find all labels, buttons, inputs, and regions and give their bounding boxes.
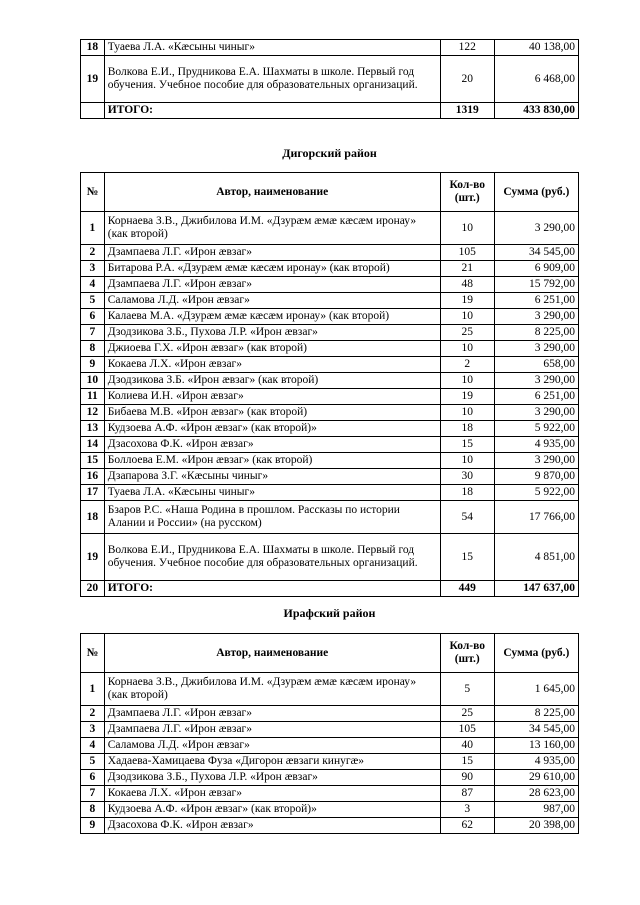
row-number: 17 xyxy=(81,485,105,501)
row-qty: 10 xyxy=(440,453,494,469)
row-sum: 3 290,00 xyxy=(494,373,578,389)
table-row xyxy=(81,325,579,341)
row-number: 13 xyxy=(81,421,105,437)
row-name: Дзасохова Ф.К. «Ирон æвзаг» xyxy=(104,437,440,453)
row-number: 3 xyxy=(81,261,105,277)
table-row xyxy=(81,245,579,261)
row-qty: 48 xyxy=(440,277,494,293)
row-sum: 28 623,00 xyxy=(494,786,578,802)
row-number: 9 xyxy=(81,818,105,834)
row-name: Кокаева Л.Х. «Ирон æвзаг» xyxy=(104,357,440,373)
row-number: 19 xyxy=(81,56,105,103)
row-qty: 10 xyxy=(440,341,494,357)
row-number: 15 xyxy=(81,453,105,469)
row-sum: 4 935,00 xyxy=(494,437,578,453)
table-row xyxy=(81,738,579,754)
total-qty: 449 xyxy=(440,581,494,597)
row-qty: 10 xyxy=(440,405,494,421)
row-number: 5 xyxy=(81,754,105,770)
table-header-row xyxy=(81,173,579,212)
row-qty: 105 xyxy=(440,722,494,738)
row-qty: 122 xyxy=(440,40,494,56)
row-number: 6 xyxy=(81,770,105,786)
table-row xyxy=(81,421,579,437)
row-number: 4 xyxy=(81,738,105,754)
row-qty: 20 xyxy=(440,56,494,103)
header-number: № xyxy=(81,634,105,673)
row-name: Саламова Л.Д. «Ирон æвзаг» xyxy=(104,738,440,754)
row-number: 1 xyxy=(81,673,105,706)
row-qty: 25 xyxy=(440,325,494,341)
row-sum: 4 935,00 xyxy=(494,754,578,770)
row-name: Бзаров Р.С. «Наша Родина в прошлом. Рассказы по истории Алании и России» (на русском) xyxy=(104,501,440,534)
table-row xyxy=(81,485,579,501)
table-row xyxy=(81,754,579,770)
row-sum: 658,00 xyxy=(494,357,578,373)
row-name: Бибаева М.В. «Ирон æвзаг» (как второй) xyxy=(104,405,440,421)
row-sum: 3 290,00 xyxy=(494,309,578,325)
section-title-iraf: Ирафский район xyxy=(283,606,376,620)
row-number: 19 xyxy=(81,534,105,581)
table-row xyxy=(81,770,579,786)
table-row xyxy=(81,818,579,834)
row-name: Дзампаева Л.Г. «Ирон æвзаг» xyxy=(104,277,440,293)
row-number: 7 xyxy=(81,325,105,341)
row-qty: 30 xyxy=(440,469,494,485)
row-name: Кудзоева А.Ф. «Ирон æвзаг» (как второй)» xyxy=(104,802,440,818)
row-number: 18 xyxy=(81,501,105,534)
row-qty: 19 xyxy=(440,293,494,309)
row-sum: 1 645,00 xyxy=(494,673,578,706)
row-sum: 3 290,00 xyxy=(494,405,578,421)
row-sum: 34 545,00 xyxy=(494,245,578,261)
row-name: Корнаева З.В., Джибилова И.М. «Дзурæм æмæ кæсæм иронау» (как второй) xyxy=(104,212,440,245)
table-digora xyxy=(80,172,579,597)
total-sum: 147 637,00 xyxy=(494,581,578,597)
row-number: 3 xyxy=(81,722,105,738)
row-qty: 21 xyxy=(440,261,494,277)
row-number: 8 xyxy=(81,802,105,818)
row-number: 8 xyxy=(81,341,105,357)
row-qty: 2 xyxy=(440,357,494,373)
row-name: Дзампаева Л.Г. «Ирон æвзаг» xyxy=(104,245,440,261)
row-name: Волкова Е.И., Прудникова Е.А. Шахматы в школе. Первый год обучения. Учебное пособие для образовательных организаций. xyxy=(104,56,440,103)
row-name: Кокаева Л.Х. «Ирон æвзаг» xyxy=(104,786,440,802)
row-number: 12 xyxy=(81,405,105,421)
row-sum: 40 138,00 xyxy=(494,40,578,56)
row-name: Волкова Е.И., Прудникова Е.А. Шахматы в школе. Первый год обучения. Учебное пособие для образовательных организаций. xyxy=(104,534,440,581)
table-row xyxy=(81,373,579,389)
table-row xyxy=(81,309,579,325)
table-continuation xyxy=(80,39,579,119)
row-name: Дзампаева Л.Г. «Ирон æвзаг» xyxy=(104,706,440,722)
row-number: 14 xyxy=(81,437,105,453)
row-sum: 3 290,00 xyxy=(494,453,578,469)
row-number: 18 xyxy=(81,40,105,56)
table-row xyxy=(81,706,579,722)
header-sum: Сумма (руб.) xyxy=(494,634,578,673)
row-name: Саламова Л.Д. «Ирон æвзаг» xyxy=(104,293,440,309)
row-sum: 13 160,00 xyxy=(494,738,578,754)
row-qty: 10 xyxy=(440,309,494,325)
row-sum: 5 922,00 xyxy=(494,421,578,437)
row-sum: 6 909,00 xyxy=(494,261,578,277)
row-sum: 9 870,00 xyxy=(494,469,578,485)
total-qty: 1319 xyxy=(440,103,494,119)
row-qty: 54 xyxy=(440,501,494,534)
row-sum: 20 398,00 xyxy=(494,818,578,834)
row-number: 11 xyxy=(81,389,105,405)
row-qty: 62 xyxy=(440,818,494,834)
row-qty: 105 xyxy=(440,245,494,261)
row-name: Кудзоева А.Ф. «Ирон æвзаг» (как второй)» xyxy=(104,421,440,437)
table-row xyxy=(81,437,579,453)
row-name: Калаева М.А. «Дзурæм æмæ кæсæм иронау» (как второй) xyxy=(104,309,440,325)
row-name: Битарова Р.А. «Дзурæм æмæ кæсæм иронау» (как второй) xyxy=(104,261,440,277)
row-sum: 4 851,00 xyxy=(494,534,578,581)
row-sum: 15 792,00 xyxy=(494,277,578,293)
row-number: 9 xyxy=(81,357,105,373)
table-row xyxy=(81,341,579,357)
row-qty: 10 xyxy=(440,373,494,389)
table-row xyxy=(81,277,579,293)
header-name: Автор, наименование xyxy=(104,173,440,212)
header-number: № xyxy=(81,173,105,212)
row-sum: 6 251,00 xyxy=(494,389,578,405)
table-row xyxy=(81,212,579,245)
table-continuation-body xyxy=(81,40,579,119)
row-number: 16 xyxy=(81,469,105,485)
table-row xyxy=(81,673,579,706)
table-row xyxy=(81,469,579,485)
table-row xyxy=(81,453,579,469)
row-sum: 34 545,00 xyxy=(494,722,578,738)
row-name: Туаева Л.А. «Кæсыны чиныг» xyxy=(104,485,440,501)
row-sum: 987,00 xyxy=(494,802,578,818)
row-qty: 90 xyxy=(440,770,494,786)
total-label: ИТОГО: xyxy=(104,103,440,119)
row-name: Корнаева З.В., Джибилова И.М. «Дзурæм æмæ кæсæм иронау» (как второй) xyxy=(104,673,440,706)
row-qty: 15 xyxy=(440,534,494,581)
row-number: 2 xyxy=(81,706,105,722)
row-qty: 19 xyxy=(440,389,494,405)
table-row xyxy=(81,261,579,277)
row-number: 4 xyxy=(81,277,105,293)
table-row xyxy=(81,293,579,309)
header-name: Автор, наименование xyxy=(104,634,440,673)
row-number: 5 xyxy=(81,293,105,309)
row-number: 6 xyxy=(81,309,105,325)
table-row xyxy=(81,389,579,405)
table-row xyxy=(81,56,579,103)
row-qty: 87 xyxy=(440,786,494,802)
table-row xyxy=(81,802,579,818)
table-row xyxy=(81,501,579,534)
table-row xyxy=(81,534,579,581)
row-name: Туаева Л.А. «Кæсыны чиныг» xyxy=(104,40,440,56)
section-title-digora: Дигорский район xyxy=(282,146,377,160)
row-number: 2 xyxy=(81,245,105,261)
row-qty: 18 xyxy=(440,485,494,501)
row-name: Дзодзикова З.Б. «Ирон æвзаг» (как второй) xyxy=(104,373,440,389)
row-sum: 6 251,00 xyxy=(494,293,578,309)
header-qty: Кол-во (шт.) xyxy=(440,634,494,673)
table-row xyxy=(81,357,579,373)
row-qty: 3 xyxy=(440,802,494,818)
row-name: Джиоева Г.Х. «Ирон æвзаг» (как второй) xyxy=(104,341,440,357)
total-sum: 433 830,00 xyxy=(494,103,578,119)
table-row xyxy=(81,722,579,738)
row-name: Дзодзикова З.Б., Пухова Л.Р. «Ирон æвзаг» xyxy=(104,325,440,341)
header-sum: Сумма (руб.) xyxy=(494,173,578,212)
table-iraf xyxy=(80,633,579,834)
row-qty: 10 xyxy=(440,212,494,245)
row-name: Дзодзикова З.Б., Пухова Л.Р. «Ирон æвзаг» xyxy=(104,770,440,786)
row-number: 7 xyxy=(81,786,105,802)
row-qty: 15 xyxy=(440,754,494,770)
row-qty: 18 xyxy=(440,421,494,437)
row-sum: 3 290,00 xyxy=(494,212,578,245)
total-row xyxy=(81,103,579,119)
row-sum: 29 610,00 xyxy=(494,770,578,786)
row-qty: 5 xyxy=(440,673,494,706)
table-row xyxy=(81,786,579,802)
table-header-row xyxy=(81,634,579,673)
table-row xyxy=(81,405,579,421)
row-qty: 25 xyxy=(440,706,494,722)
total-number: 20 xyxy=(81,581,105,597)
table-row xyxy=(81,40,579,56)
row-name: Дзапарова З.Г. «Кæсыны чиныг» xyxy=(104,469,440,485)
row-sum: 6 468,00 xyxy=(494,56,578,103)
row-sum: 3 290,00 xyxy=(494,341,578,357)
total-label: ИТОГО: xyxy=(104,581,440,597)
row-name: Дзасохова Ф.К. «Ирон æвзаг» xyxy=(104,818,440,834)
row-sum: 17 766,00 xyxy=(494,501,578,534)
row-number: 1 xyxy=(81,212,105,245)
row-name: Боллоева Е.М. «Ирон æвзаг» (как второй) xyxy=(104,453,440,469)
row-name: Дзампаева Л.Г. «Ирон æвзаг» xyxy=(104,722,440,738)
row-sum: 8 225,00 xyxy=(494,706,578,722)
row-qty: 40 xyxy=(440,738,494,754)
header-qty: Кол-во (шт.) xyxy=(440,173,494,212)
row-sum: 5 922,00 xyxy=(494,485,578,501)
row-name: Хадаева-Хамицаева Фуза «Дигорон æвзаги кинугæ» xyxy=(104,754,440,770)
total-row xyxy=(81,581,579,597)
row-name: Колиева И.Н. «Ирон æвзаг» xyxy=(104,389,440,405)
row-qty: 15 xyxy=(440,437,494,453)
table-digora-body xyxy=(81,212,579,597)
table-iraf-body xyxy=(81,673,579,834)
row-sum: 8 225,00 xyxy=(494,325,578,341)
row-number: 10 xyxy=(81,373,105,389)
